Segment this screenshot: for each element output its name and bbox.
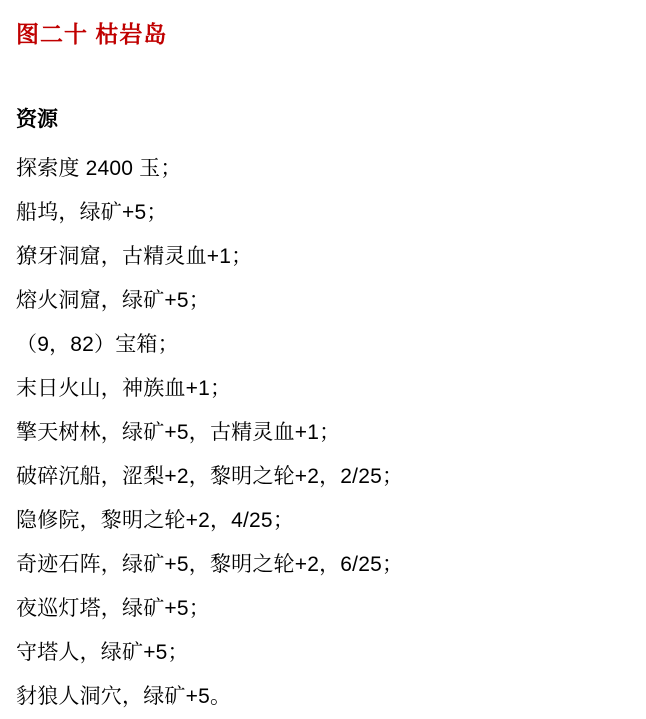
list-item: 獠牙洞窟，古精灵血+1； — [16, 245, 253, 269]
list-item: 守塔人，绿矿+5； — [16, 641, 189, 665]
list-item: 奇迹石阵，绿矿+5，黎明之轮+2，6/25； — [16, 553, 404, 577]
list-item: （9，82）宝箱； — [16, 333, 179, 357]
list-item: 船坞，绿矿+5； — [16, 201, 168, 225]
resource-list — [16, 147, 628, 719]
list-item: 擎天树林，绿矿+5，古精灵血+1； — [16, 421, 341, 445]
page-title: 图二十 枯岩岛 — [16, 21, 168, 47]
list-item: 破碎沉船，涩梨+2，黎明之轮+2，2/25； — [16, 465, 404, 489]
list-item: 夜巡灯塔，绿矿+5； — [16, 597, 210, 621]
list-item: 末日火山，神族血+1； — [16, 377, 232, 401]
list-item: 豺狼人洞穴，绿矿+5。 — [16, 685, 232, 709]
list-item: 熔火洞窟，绿矿+5； — [16, 289, 210, 313]
section-heading-resources: 资源 — [16, 107, 58, 131]
list-item: 隐修院，黎明之轮+2，4/25； — [16, 509, 295, 533]
list-item: 探索度 2400 玉； — [16, 157, 182, 181]
